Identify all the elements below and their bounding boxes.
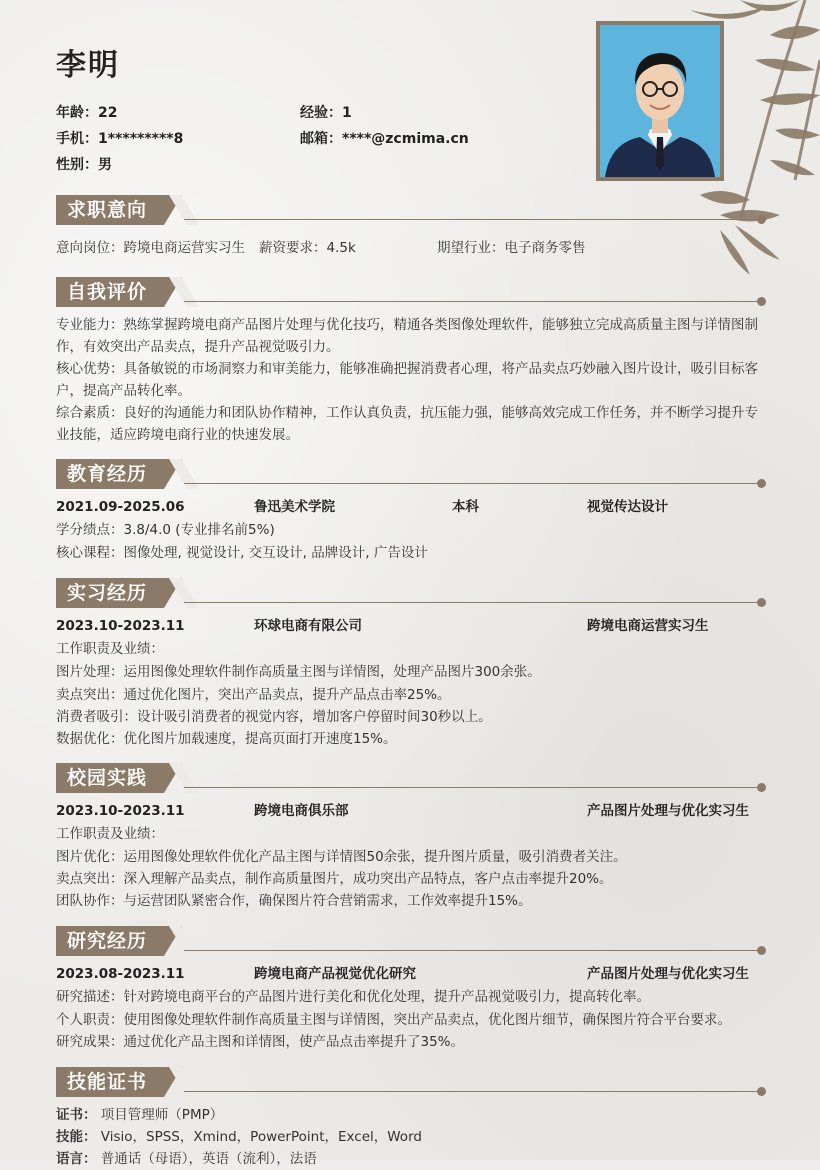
intent-position: 意向岗位：跨境电商运营实习生 xyxy=(56,240,245,256)
research-project: 跨境电商产品视觉优化研究 xyxy=(254,966,416,982)
internship-date: 2023.10-2023.11 xyxy=(56,618,185,634)
section-title: 教育经历 xyxy=(56,459,164,489)
campus-line: 工作职责及业绩： xyxy=(56,826,164,842)
section-title: 校园实践 xyxy=(56,763,164,793)
section-header-internship xyxy=(56,578,766,608)
skill-label: 技能： xyxy=(56,1129,97,1145)
campus-date: 2023.10-2023.11 xyxy=(56,803,185,819)
campus-line: 团队协作：与运营团队紧密合作，确保图片符合营销需求，工作效率提升15%。 xyxy=(56,893,532,909)
research-date: 2023.08-2023.11 xyxy=(56,966,185,982)
profile-photo xyxy=(596,21,724,181)
skills-language xyxy=(56,1148,317,1170)
research-line: 研究描述：针对跨境电商平台的产品图片进行美化和优化处理，提升产品视觉吸引力，提高转化率。 xyxy=(56,989,650,1005)
education-date: 2021.09-2025.06 xyxy=(56,499,185,515)
section-title: 求职意向 xyxy=(56,195,164,225)
section-header-research xyxy=(56,926,766,956)
internship-line: 卖点突出：通过优化图片，突出产品卖点，提升产品点击率25%。 xyxy=(56,687,451,703)
internship-role: 跨境电商运营实习生 xyxy=(587,618,709,634)
internship-line: 图片处理：运用图像处理软件制作高质量主图与详情图，处理产品图片300余张。 xyxy=(56,664,541,680)
divider-dot xyxy=(757,215,766,224)
campus-line: 卖点突出：深入理解产品卖点，制作高质量图片，成功突出产品特点，客户点击率提升20%。 xyxy=(56,871,613,887)
self-eval-quality: 综合素质：良好的沟通能力和团队协作精神，工作认真负责，抗压能力强，能够高效完成工作任务，并不断学习提升专业技能，适应跨境电商行业的快速发展。 xyxy=(56,405,758,443)
skills-tools xyxy=(56,1126,422,1148)
lang-value: 普通话（母语），英语（流利），法语 xyxy=(100,1151,317,1167)
cert-label: 证书： xyxy=(56,1107,97,1123)
education-courses: 核心课程：图像处理, 视觉设计, 交互设计, 品牌设计, 广告设计 xyxy=(56,545,428,561)
campus-org: 跨境电商俱乐部 xyxy=(254,803,349,819)
gender-field: 性别：男 xyxy=(56,157,112,173)
section-title: 研究经历 xyxy=(56,926,164,956)
section-title: 自我评价 xyxy=(56,277,164,307)
divider xyxy=(184,1091,760,1092)
section-header-education xyxy=(56,459,766,489)
skills-cert xyxy=(56,1104,223,1126)
internship-line: 数据优化：优化图片加载速度，提高页面打开速度15%。 xyxy=(56,731,397,747)
divider xyxy=(184,301,760,302)
divider xyxy=(184,483,760,484)
research-row xyxy=(56,963,768,985)
self-eval-professional: 专业能力：熟练掌握跨境电商产品图片处理与优化技巧，精通各类图像处理软件，能够独立完成高质量主图与详情图制作，有效突出产品卖点，提升产品视觉吸引力。 xyxy=(56,317,758,355)
intent-industry: 期望行业：电子商务零售 xyxy=(437,240,586,256)
skill-value: Visio，SPSS，Xmind，PowerPoint，Excel，Word xyxy=(100,1129,422,1145)
person-portrait-icon xyxy=(600,25,720,177)
lang-label: 语言： xyxy=(56,1151,97,1167)
divider-dot xyxy=(757,297,766,306)
divider xyxy=(184,219,760,220)
campus-line: 图片优化：运用图像处理软件优化产品主图与详情图50余张，提升图片质量，吸引消费者关注。 xyxy=(56,849,627,865)
age-field: 年龄：22 xyxy=(56,105,118,121)
section-header-campus xyxy=(56,763,766,793)
section-header-skills xyxy=(56,1067,766,1097)
education-major: 视觉传达设计 xyxy=(587,499,668,515)
education-gpa: 学分绩点：3.8/4.0 (专业排名前5%) xyxy=(56,522,275,538)
divider-dot xyxy=(757,479,766,488)
divider-dot xyxy=(757,1087,766,1096)
section-header-intent xyxy=(56,195,766,225)
research-line: 个人职责：使用图像处理软件制作高质量主图与详情图，突出产品卖点，优化图片细节，确保图片符合平台要求。 xyxy=(56,1012,731,1028)
divider xyxy=(184,787,760,788)
research-line: 研究成果：通过优化产品主图和详情图，使产品点击率提升了35%。 xyxy=(56,1034,465,1050)
education-row xyxy=(56,496,768,518)
campus-row xyxy=(56,800,768,822)
campus-role: 产品图片处理与优化实习生 xyxy=(587,803,749,819)
email-field: 邮箱：****@zcmima.cn xyxy=(300,131,469,147)
self-eval-advantage: 核心优势：具备敏锐的市场洞察力和审美能力，能够准确把握消费者心理，将产品卖点巧妙融入图片设计，吸引目标客户，提高产品转化率。 xyxy=(56,361,758,399)
section-title: 实习经历 xyxy=(56,578,164,608)
divider-dot xyxy=(757,946,766,955)
section-title: 技能证书 xyxy=(56,1067,164,1097)
intent-salary: 薪资要求：4.5k xyxy=(259,240,356,256)
divider xyxy=(184,950,760,951)
phone-field: 手机：1*********8 xyxy=(56,131,184,147)
divider-dot xyxy=(757,598,766,607)
internship-line: 消费者吸引：设计吸引消费者的视觉内容，增加客户停留时间30秒以上。 xyxy=(56,709,492,725)
internship-company: 环球电商有限公司 xyxy=(254,618,362,634)
education-school: 鲁迅美术学院 xyxy=(254,499,335,515)
divider-dot xyxy=(757,783,766,792)
cert-value: 项目管理师（PMP） xyxy=(100,1107,224,1123)
experience-field: 经验：1 xyxy=(300,105,352,121)
section-header-self-eval xyxy=(56,277,766,307)
divider xyxy=(184,602,760,603)
education-degree: 本科 xyxy=(452,499,479,515)
candidate-name: 李明 xyxy=(56,48,120,83)
research-role: 产品图片处理与优化实习生 xyxy=(587,966,749,982)
internship-line: 工作职责及业绩： xyxy=(56,641,164,657)
internship-row xyxy=(56,615,768,637)
